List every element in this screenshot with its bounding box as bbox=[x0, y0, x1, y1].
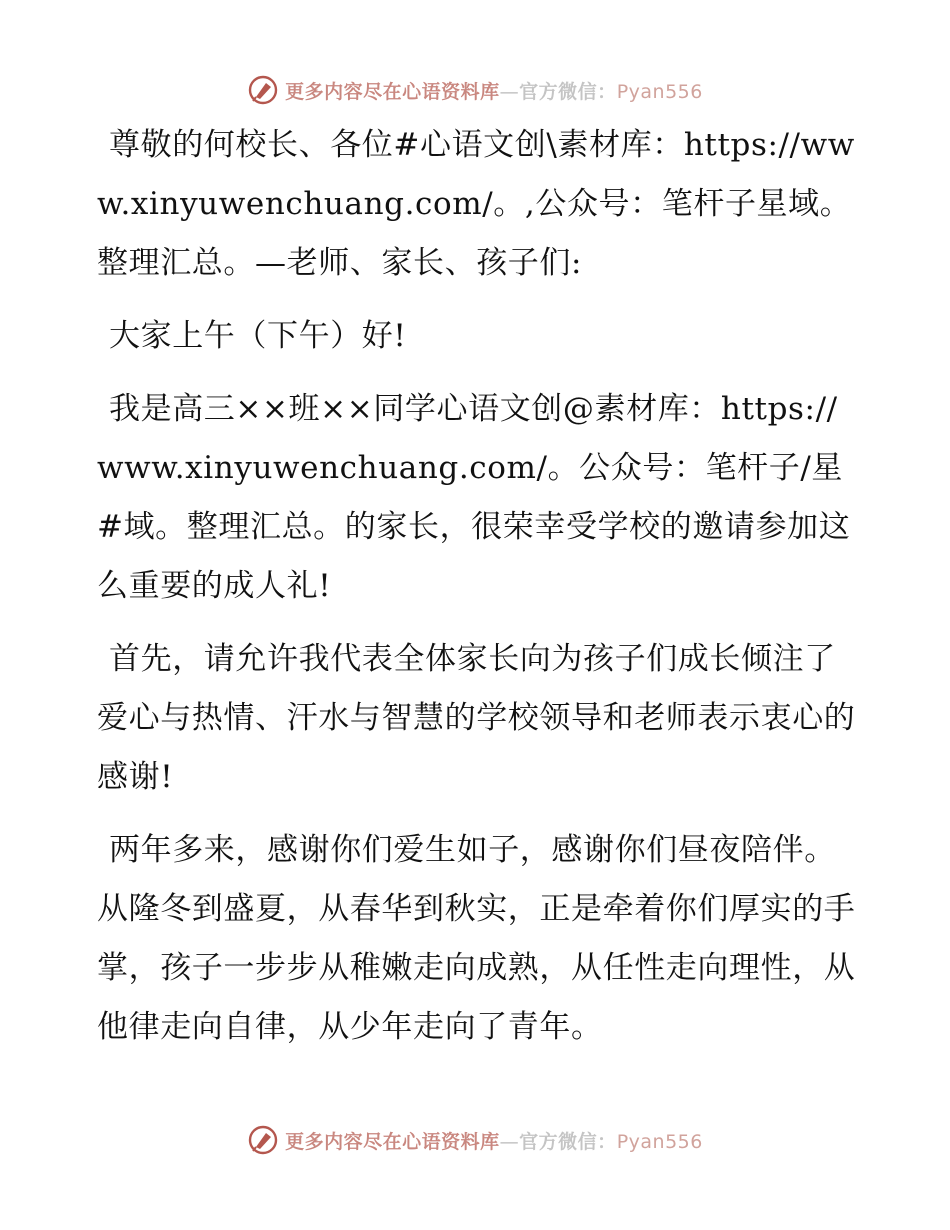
paragraph-greeting: 尊敬的何校长、各位#心语文创\素材库：https://www.xinyuwenchuang.com/。,公众号：笔杆子星域。整理汇总。—老师、家长、孩子们: bbox=[97, 127, 855, 281]
paragraph-growth: 两年多来，感谢你们爱生如子，感谢你们昼夜陪伴。从隆冬到盛夏，从春华到秋实，正是牵着你们厚实的手掌，孩子一步步从稚嫩走向成熟，从任性走向理性，从他律走向自律，从少年走向了青年。 bbox=[97, 832, 856, 1045]
paragraph-good-morning: 大家上午（下午）好! bbox=[109, 318, 407, 354]
banner-text bbox=[285, 77, 703, 104]
banner-main-text: 更多内容尽在心语资料库 bbox=[285, 80, 500, 103]
banner-wechat-id: Pyan556 bbox=[616, 1130, 703, 1153]
pen-nib-icon bbox=[247, 74, 279, 106]
banner-text bbox=[285, 1127, 703, 1154]
paragraph-thanks: 首先，请允许我代表全体家长向为孩子们成长倾注了爱心与热情、汗水与智慧的学校领导和老师表示衷心的感谢! bbox=[97, 641, 856, 795]
pen-nib-icon bbox=[247, 1124, 279, 1156]
banner-wechat-label: 官方微信： bbox=[519, 80, 617, 103]
banner-separator: — bbox=[499, 1130, 520, 1153]
banner-wechat-label: 官方微信： bbox=[519, 1130, 617, 1153]
banner-main-text: 更多内容尽在心语资料库 bbox=[285, 1130, 500, 1153]
document-body bbox=[97, 116, 857, 1071]
banner-separator: — bbox=[499, 80, 520, 103]
banner-wechat-id: Pyan556 bbox=[616, 80, 703, 103]
header-banner bbox=[0, 70, 950, 110]
paragraph-introduction: 我是高三××班××同学心语文创@素材库：https://www.xinyuwenchuang.com/。公众号：笔杆子/星#域。整理汇总。的家长，很荣幸受学校的邀请参加这么重要的成人礼! bbox=[97, 391, 851, 604]
footer-banner bbox=[0, 1120, 950, 1160]
